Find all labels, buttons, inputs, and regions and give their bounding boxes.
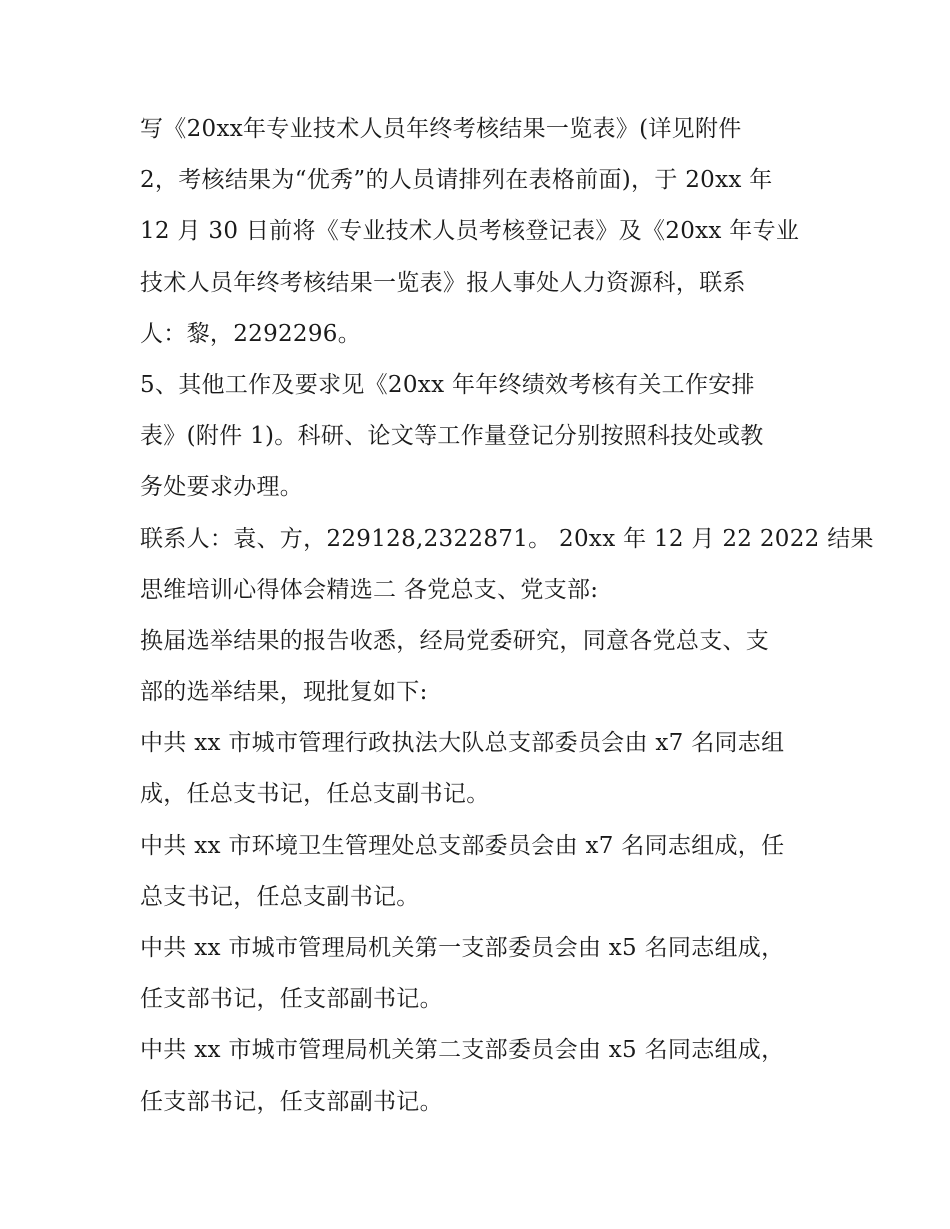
text-line: 总支书记，任总支副书记。 — [140, 883, 420, 910]
text-line: 任支部书记，任支部副书记。 — [140, 1088, 443, 1115]
text-line: 中共 xx 市城市管理局机关第二支部委员会由 x5 名同志组成， — [140, 1037, 785, 1064]
text-line: 写《20xx年专业技术人员年终考核结果一览表》(详见附件 — [140, 116, 742, 142]
text-line: 务处要求办理。 — [140, 474, 304, 501]
document-body — [140, 104, 874, 1128]
text-line: 技术人员年终考核结果一览表》报人事处人力资源科，联系 — [140, 269, 746, 296]
text-line: 思维培训心得体会精选二 各党总支、党支部: — [140, 576, 599, 603]
text-line: 表》(附件 1)。科研、论文等工作量登记分别按照科技处或教 — [140, 423, 764, 450]
text-line: 换届选举结果的报告收悉，经局党委研究，同意各党总支、支 — [140, 627, 770, 654]
text-line: 5、其他工作及要求见《20xx 年年终绩效考核有关工作安排 — [140, 371, 755, 398]
text-line: 中共 xx 市城市管理行政执法大队总支部委员会由 x7 名同志组 — [140, 730, 785, 757]
text-line: 2，考核结果为“优秀”的人员请排列在表格前面)，于 20xx 年 — [140, 167, 773, 194]
text-line: 中共 xx 市环境卫生管理处总支部委员会由 x7 名同志组成，任 — [140, 832, 785, 859]
text-line: 任支部书记，任支部副书记。 — [140, 986, 443, 1013]
text-line: 部的选举结果，现批复如下: — [140, 679, 428, 706]
text-line: 人：黎，2292296。 — [140, 320, 362, 347]
text-line: 联系人：袁、方，229128,2322871。 20xx 年 12 月 22 2022 结果 — [140, 525, 874, 552]
text-line: 成，任总支书记，任总支副书记。 — [140, 781, 490, 808]
text-line: 12 月 30 日前将《专业技术人员考核登记表》及《20xx 年专业 — [140, 218, 800, 245]
text-line: 中共 xx 市城市管理局机关第一支部委员会由 x5 名同志组成， — [140, 935, 785, 961]
